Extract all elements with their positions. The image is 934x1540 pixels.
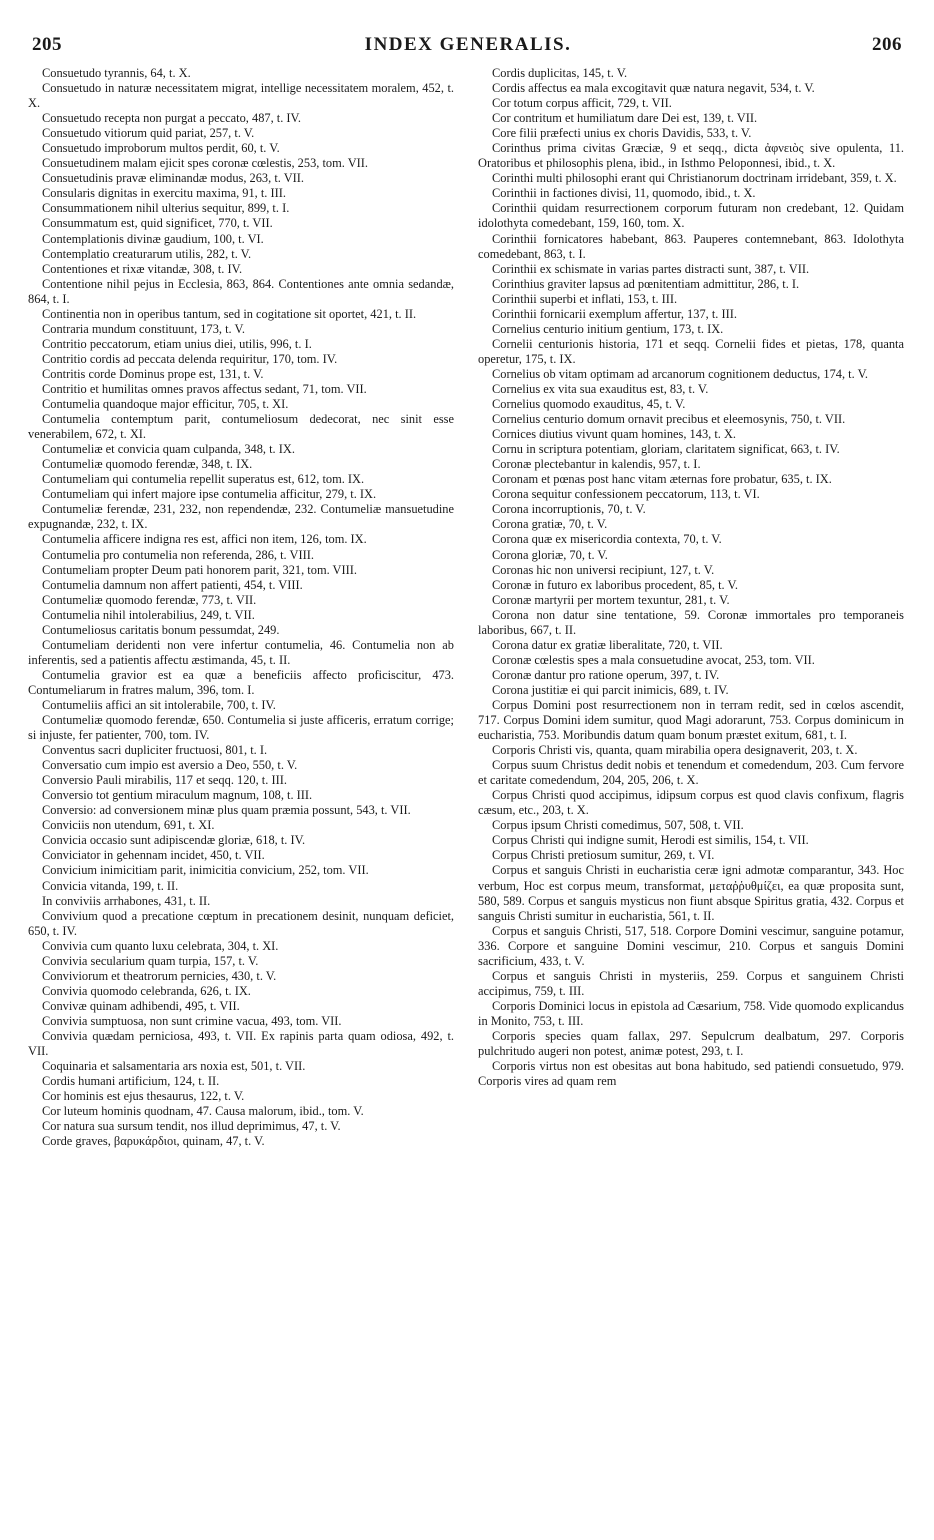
index-entry: Contumeliæ ferendæ, 231, 232, non rependendæ, 232. Contumeliæ mansuetudine expugnandæ, 232, t. IX. (28, 502, 454, 532)
index-entry: Corinthus prima civitas Græciæ, 9 et seqq., dicta ἀφνειὸς sive opulenta, 11. Oratoribus et philosophis plena, ibid., in Isthmo Peloponnesi, ibid., t. X. (478, 141, 904, 171)
index-entry: Corona gloriæ, 70, t. V. (492, 547, 608, 562)
index-entry: Coronæ in futuro ex laboribus procedent, 85, t. V. (492, 577, 738, 592)
index-entry: Corpus et sanguis Christi, 517, 518. Corpore Domini vescimur, sanguine potamur, 336. Corpore et sanguine Domini vescimur, 210. Corpus et sanguis Domini sacrificium, 433, t. V. (478, 923, 904, 968)
index-entry: Corpus ipsum Christi comedimus, 507, 508, t. VII. (492, 818, 744, 833)
index-entry: Corinthi multi philosophi erant qui Christianorum doctrinam irridebant, 359, t. X. (492, 171, 897, 186)
index-entry: Corona gratiæ, 70, t. V. (492, 517, 608, 532)
index-entry: Convivia quædam perniciosa, 493, t. VII. Ex rapinis parta quam odiosa, 492, t. VII. (28, 1029, 454, 1059)
index-entry: Contritio et humilitas omnes pravos affectus sedant, 71, tom. VII. (42, 381, 367, 396)
index-entry: Consuetudo in naturæ necessitatem migrat, intellige necessitatem moralem, 452, t. X. (28, 81, 454, 111)
index-entry: Convivia cum quanto luxu celebrata, 304, t. XI. (42, 938, 279, 953)
index-entry: Consuetudo improborum multos perdit, 60, t. V. (42, 141, 280, 156)
index-entry: Coronæ plectebantur in kalendis, 957, t. I. (492, 457, 701, 472)
right-page-number: 206 (872, 34, 902, 55)
index-entry: Corinthius graviter lapsus ad pœnitentiam admittitur, 286, t. I. (492, 276, 800, 291)
index-entry: Contumelia gravior est ea quæ a beneficiis affecto proficiscitur, 473. Contumeliarum in fratres malum, 396, tom. I. (28, 667, 454, 697)
index-entry: Contumeliæ et convicia quam culpanda, 348, t. IX. (42, 442, 295, 457)
index-entry: Contritio cordis ad peccata delenda requiritur, 170, tom. IV. (42, 351, 338, 366)
index-entry: Contumeliis affici an sit intolerabile, 700, t. IV. (42, 697, 276, 712)
index-entry: Consuetudo vitiorum quid pariat, 257, t. V. (42, 126, 255, 141)
index-entry: Convivia secularium quam turpia, 157, t. V. (42, 953, 259, 968)
index-entry: Corona datur ex gratiæ liberalitate, 720, t. VII. (492, 637, 723, 652)
index-entry: Coronas hic non universi recipiunt, 127, t. V. (492, 562, 715, 577)
index-entry: Cornelius centurio initium gentium, 173, t. IX. (492, 321, 724, 336)
index-entry: Corona non datur sine tentatione, 59. Coronæ immortales pro temporaneis laboribus, 667, t. II. (478, 607, 904, 637)
index-entry: Contumelia quandoque major efficitur, 705, t. XI. (42, 397, 289, 412)
index-entry: Corpus suum Christus dedit nobis et tenendum et comedendum, 203. Cum fervore et caritate comedendum, 204, 205, 206, t. X. (478, 758, 904, 788)
index-entry: Cordis affectus ea mala excogitavit quæ natura negavit, 534, t. V. (492, 81, 815, 96)
index-entry: Corpus et sanguis Christi in eucharistia ceræ igni admotæ comparantur, 343. Hoc verbum, Hoc est corpus meum, transformat, μεταῤῥυθμίζει, ea quæ proposita sunt, 580, 589. Corpus et sanguis mysticus non fiunt absque Spiritus gratia, 432. Corpus et sanguis Christi sumitur in eucharistia, 561, t. II. (478, 863, 904, 923)
index-entry: Cornelius ob vitam optimam ad arcanorum cognitionem deductus, 174, t. V. (492, 366, 869, 381)
index-entry: Cordis humani artificium, 124, t. II. (42, 1074, 220, 1089)
index-entry: Coronæ dantur pro ratione operum, 397, t. IV. (492, 667, 720, 682)
index-entry: Contumeliæ quomodo ferendæ, 773, t. VII. (42, 592, 257, 607)
index-entry: Conversio: ad conversionem minæ plus quam præmia possunt, 543, t. VII. (42, 803, 411, 818)
index-entry: Coronæ martyrii per mortem texuntur, 281, t. V. (492, 592, 730, 607)
index-entry: Consummatum est, quid significet, 770, t. VII. (42, 216, 273, 231)
index-entry: Conventus sacri dupliciter fructuosi, 801, t. I. (42, 743, 268, 758)
index-entry: Corpus Christi qui indigne sumit, Herodi est similis, 154, t. VII. (492, 833, 809, 848)
index-entry: Corinthii ex schismate in varias partes distracti sunt, 387, t. VII. (492, 261, 810, 276)
index-entry: Convivia quomodo celebranda, 626, t. IX. (42, 983, 251, 998)
index-entry: Consummationem nihil ulterius sequitur, 899, t. I. (42, 201, 290, 216)
index-entry: Cor contritum et humiliatum dare Dei est, 139, t. VII. (492, 111, 758, 126)
index-entry: Corporis Christi vis, quanta, quam mirabilia opera designaverit, 203, t. X. (492, 743, 858, 758)
index-entry: Contumelia afficere indigna res est, affici non item, 126, tom. IX. (42, 532, 367, 547)
index-entry: Contumeliam deridenti non vere infertur contumelia, 46. Contumelia non ab inferentis, sed a patientis affectu æstimanda, 45, t. II. (28, 637, 454, 667)
index-entry: Contentione nihil pejus in Ecclesia, 863, 864. Contentiones ante omnia sedandæ, 864, t. I. (28, 276, 454, 306)
index-entry: Contumelia contemptum parit, contumeliosum dedecorat, nec sinit esse venerabilem, 672, t. XI. (28, 412, 454, 442)
index-entry: Convivæ quinam adhibendi, 495, t. VII. (42, 998, 240, 1013)
index-entry: Corona quæ ex misericordia contexta, 70, t. V. (492, 532, 722, 547)
index-entry: Consuetudinis pravæ eliminandæ modus, 263, t. VII. (42, 171, 305, 186)
index-entry: Conversio Pauli mirabilis, 117 et seqq. 120, t. III. (42, 773, 287, 788)
index-entry: Core filii præfecti unius ex choris Davidis, 533, t. V. (492, 126, 752, 141)
index-entry: Corde graves, βαρυκάρδιοι, quinam, 47, t. V. (42, 1134, 265, 1149)
index-entry: Corporis virtus non est obesitas aut bona habitudo, sed patiendi consuetudo, 979. Corporis vires ad quam rem (478, 1059, 904, 1089)
index-entry: Contemplatio creaturarum utilis, 282, t. V. (42, 246, 252, 261)
index-entry: Conviciator in gehennam incidet, 450, t. VII. (42, 848, 265, 863)
index-entry: Corinthii quidam resurrectionem corporum futuram non credebant, 12. Quidam idolothyta comedebant, 159, 160, tom. X. (478, 201, 904, 231)
index-entry: Conversatio cum impio est aversio a Deo, 550, t. V. (42, 758, 298, 773)
index-entry: Corpus Christi quod accipimus, idipsum corpus est quod clavis confixum, flagris cæsum, etc., 203, t. X. (478, 788, 904, 818)
index-entry: Consuetudo tyrannis, 64, t. X. (42, 66, 191, 80)
index-entry: Conviciis non utendum, 691, t. XI. (42, 818, 215, 833)
left-column (28, 66, 454, 1526)
index-entry: Contritio peccatorum, etiam unius diei, utilis, 996, t. I. (42, 336, 312, 351)
left-page-number: 205 (32, 34, 62, 55)
index-entry: Contentiones et rixæ vitandæ, 308, t. IV. (42, 261, 243, 276)
index-entry: Conversio tot gentium miraculum magnum, 108, t. III. (42, 788, 313, 803)
index-entry: Cornelius quomodo exauditus, 45, t. V. (492, 397, 686, 412)
index-entry: Contumeliam qui infert majore ipse contumelia afficitur, 279, t. IX. (42, 487, 377, 502)
index-entry: Coronæ cœlestis spes a mala consuetudine avocat, 253, tom. VII. (492, 652, 815, 667)
index-entry: Coquinaria et salsamentaria ars noxia est, 501, t. VII. (42, 1059, 306, 1074)
page-title: INDEX GENERALIS. (364, 34, 572, 55)
index-entry: Corporis species quam fallax, 297. Sepulcrum dealbatum, 297. Corporis pulchritudo augeri non potest, animæ potest, 293, t. I. (478, 1029, 904, 1059)
index-entry: Cor hominis est ejus thesaurus, 122, t. V. (42, 1089, 245, 1104)
index-entry: Corpus Christi pretiosum sumitur, 269, t. VI. (492, 848, 715, 863)
index-entry: Contumeliosus caritatis bonum pessumdat, 249. (42, 622, 280, 637)
index-entry: Convicia vitanda, 199, t. II. (42, 878, 179, 893)
index-entry: Contumelia damnum non affert patienti, 454, t. VIII. (42, 577, 303, 592)
index-entry: Convicia occasio sunt adipiscendæ gloriæ, 618, t. IV. (42, 833, 306, 848)
index-entry: Corpus et sanguis Christi in mysteriis, 259. Corpus et sanguinem Christi accipimus, 759, t. III. (478, 968, 904, 998)
right-column (478, 66, 904, 1526)
index-entry: Contraria mundum constituunt, 173, t. V. (42, 321, 245, 336)
index-entry: Cornices diutius vivunt quam homines, 143, t. X. (492, 427, 737, 442)
index-entry: Consularis dignitas in exercitu maxima, 91, t. III. (42, 186, 286, 201)
index-entry: Contumelia pro contumelia non referenda, 286, t. VIII. (42, 547, 314, 562)
index-entry: In conviviis arrhabones, 431, t. II. (42, 893, 211, 908)
index-entry: Cor totum corpus afficit, 729, t. VII. (492, 96, 672, 111)
index-entry: Consuetudinem malam ejicit spes coronæ cœlestis, 253, tom. VII. (42, 156, 369, 171)
page-header (30, 34, 906, 56)
index-entry: Contumeliam qui contumelia repellit superatus est, 612, tom. IX. (42, 472, 365, 487)
index-entry: Cor natura sua sursum tendit, nos illud deprimimus, 47, t. V. (42, 1119, 341, 1134)
index-entry: Cordis duplicitas, 145, t. V. (492, 66, 628, 80)
index-entry: Coronam et pœnas post hanc vitam æternas fore probatur, 635, t. IX. (492, 472, 832, 487)
index-entry: Convivia sumptuosa, non sunt crimine vacua, 493, tom. VII. (42, 1013, 342, 1028)
index-entry: Cor luteum hominis quodnam, 47. Causa malorum, ibid., tom. V. (42, 1104, 364, 1119)
index-entry: Corinthii fornicatores habebant, 863. Pauperes contemnebant, 863. Idolothyta comedebant, 863, t. I. (478, 231, 904, 261)
index-entry: Convicium inimicitiam parit, inimicitia convicium, 252, tom. VII. (42, 863, 369, 878)
index-entry: Corona justitiæ ei qui parcit inimicis, 689, t. IV. (492, 682, 729, 697)
index-entry: Cornelii centurionis historia, 171 et seqq. Cornelii fides et pietas, 178, quanta operetur, 175, t. IX. (478, 336, 904, 366)
index-entry: Contumeliæ quomodo ferendæ, 348, t. IX. (42, 457, 253, 472)
index-entry: Corona incorruptionis, 70, t. V. (492, 502, 646, 517)
index-entry: Corinthii in factiones divisi, 11, quomodo, ibid., t. X. (492, 186, 756, 201)
index-entry: Contumeliam propter Deum pati honorem parit, 321, tom. VIII. (42, 562, 357, 577)
index-entry: Cornu in scriptura potentiam, gloriam, claritatem significat, 663, t. IV. (492, 442, 840, 457)
index-entry: Convivium quod a precatione cœptum in precationem desinit, nunquam deficiet, 650, t. IV. (28, 908, 454, 938)
index-entry: Corinthii superbi et inflati, 153, t. III. (492, 291, 678, 306)
index-entry: Contemplationis divinæ gaudium, 100, t. VI. (42, 231, 264, 246)
index-entry: Corinthii fornicarii exemplum affertur, 137, t. III. (492, 306, 737, 321)
index-entry: Continentia non in operibus tantum, sed in cogitatione sit oportet, 421, t. II. (42, 306, 417, 321)
index-entry: Conviviorum et theatrorum pernicies, 430, t. V. (42, 968, 277, 983)
index-entry: Consuetudo recepta non purgat a peccato, 487, t. IV. (42, 111, 301, 126)
index-entry: Corpus Domini post resurrectionem non in terram redit, sed in cœlos ascendit, 717. Corpus Domini idem sumitur, quod Magi adorarunt, 753. Corpus dominicum in eucharistia, 753. Moribundis datum quam bonum præstet exitum, 681, t. I. (478, 697, 904, 743)
index-entry: Corona sequitur confessionem peccatorum, 113, t. VI. (492, 487, 760, 502)
index-entry: Contumeliæ quomodo ferendæ, 650. Contumelia si juste afficeris, erratum corrige; si injuste, fer patienter, 700, tom. IV. (28, 713, 454, 743)
index-entry: Cornelius centurio domum ornavit precibus et eleemosynis, 750, t. VII. (492, 412, 846, 427)
index-entry: Corporis Dominici locus in epistola ad Cæsarium, 758. Vide quomodo explicandus in Monito, 753, t. III. (478, 998, 904, 1028)
index-entry: Contumelia nihil intolerabilius, 249, t. VII. (42, 607, 255, 622)
index-entry: Cornelius ex vita sua exauditus est, 83, t. V. (492, 381, 709, 396)
index-entry: Contritis corde Dominus prope est, 131, t. V. (42, 366, 264, 381)
